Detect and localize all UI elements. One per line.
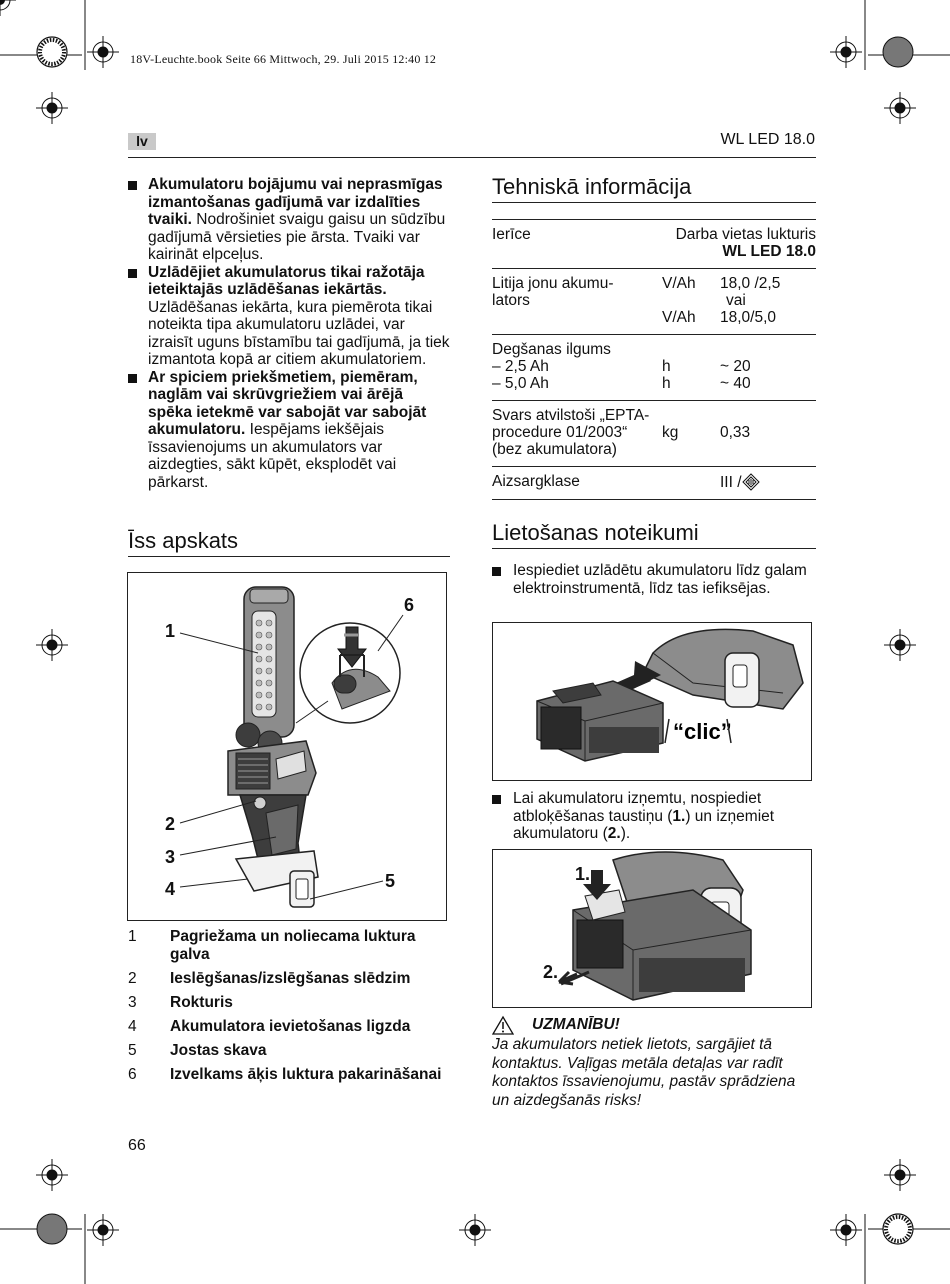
usage2-text: ). xyxy=(620,825,631,842)
warning-triangle-icon xyxy=(492,1015,514,1035)
legend-number: 6 xyxy=(128,1065,137,1083)
spec-value: III / xyxy=(720,473,742,491)
legend-item xyxy=(128,970,450,988)
legend-text: Rokturis xyxy=(170,993,233,1011)
step-2-label: 2. xyxy=(543,962,559,982)
warning-bold: Ar spiciem priekšmetiem, piemēram, naglām vai skrūvgriežiem vai ārējā spēka ietekmē var sabojāt var sabojāt akumulatoru. xyxy=(148,368,427,438)
overview-figure xyxy=(127,572,447,921)
spec-label: Aizsargklase xyxy=(492,473,580,490)
spec-value: 18,0 /2,5 xyxy=(720,275,781,292)
list-item xyxy=(128,176,450,264)
legend-text: Pagriežama un noliecama luktura galva xyxy=(170,928,416,963)
spec-unit: V/Ah xyxy=(662,309,696,326)
warning-text: Ja akumulators netiek lietots, sargājiet tā kontaktus. Vaļīgas metāla detaļas var radīt kontaktos īssavienojumu, pastāv sprādziena un aizdegšanās risks! xyxy=(492,1036,796,1109)
device-model: WL LED 18.0 xyxy=(722,243,816,260)
legend-item xyxy=(128,994,450,1012)
spec-label: – 5,0 Ah xyxy=(492,375,549,392)
list-item xyxy=(492,790,816,843)
spec-unit: h xyxy=(662,375,671,392)
legend-item xyxy=(128,1066,450,1084)
legend-number: 4 xyxy=(128,1017,137,1035)
usage2-text: ) un izņemiet akumulatoru ( xyxy=(513,807,775,842)
spec-value: ~ 40 xyxy=(720,375,751,392)
spec-label: Ierīce xyxy=(492,226,531,243)
spec-unit: h xyxy=(662,358,671,375)
spec-label: (bez akumulatora) xyxy=(492,441,617,458)
spec-row-burn-time xyxy=(492,335,816,401)
tech-info-heading: Tehniskā informācija xyxy=(492,174,816,203)
legend-text: Akumulatora ievietošanas ligzda xyxy=(170,1017,411,1035)
header-divider xyxy=(128,157,816,158)
remove-battery-figure xyxy=(492,849,812,1008)
warning-text: Iespējams iekšējais īssavienojums un akumulators var aizdegties, sākt kūpēt, eksplodēt vai pārkarst. xyxy=(148,421,397,491)
warning-text: Uzlādēšanas iekārta, kura piemērota tikai noteikta tipa akumulatoru uzlādei, var izraisīt uguns bīstamību tai gadījumā, ja tiek izmantota kopā ar citiem akumulatoriem. xyxy=(148,298,450,368)
spec-value: 0,33 xyxy=(720,424,751,441)
spec-value: ~ 20 xyxy=(720,358,751,375)
spec-row-device xyxy=(492,220,816,269)
legend-item xyxy=(128,1018,450,1036)
usage2-text: Lai akumulatoru izņemtu, nospiediet atbloķēšanas taustiņu ( xyxy=(513,790,762,825)
protection-class-iii-icon xyxy=(742,473,760,491)
safety-warnings-list xyxy=(128,176,450,491)
usage2-step2: 2. xyxy=(607,825,621,842)
spec-label: procedure 01/2003“ xyxy=(492,424,628,441)
remove-battery-illustration xyxy=(493,850,811,1007)
callout-2: 2 xyxy=(165,814,176,834)
usage2-step1: 1. xyxy=(672,807,686,825)
callout-6: 6 xyxy=(404,595,415,615)
work-light-illustration xyxy=(128,573,446,920)
spec-label: lators xyxy=(492,292,530,309)
legend-number: 1 xyxy=(128,928,137,945)
insert-battery-figure xyxy=(492,622,812,781)
legend-number: 3 xyxy=(128,993,137,1011)
usage-list-1 xyxy=(492,562,816,597)
spec-device-value xyxy=(662,226,816,260)
spec-label: Litija jonu akumu- xyxy=(492,275,614,292)
spec-row-weight xyxy=(492,401,816,467)
legend-text: Izvelkams āķis luktura pakarināšanai xyxy=(170,1065,442,1083)
spec-unit: kg xyxy=(662,424,679,441)
legend-item xyxy=(128,1042,450,1060)
callout-3: 3 xyxy=(165,847,176,867)
warning-text: Nodrošiniet svaigu gaisu un sūdzību gadījumā vērsieties pie ārsta. Tvaiki var kairināt elpceļus. xyxy=(148,211,446,263)
legend-item xyxy=(128,928,450,963)
clic-label: “clic” xyxy=(673,719,732,744)
spec-table xyxy=(492,219,816,500)
spec-label: Degšanas ilgums xyxy=(492,341,611,358)
warning-bold: Akumulatoru bojājumu vai neprasmīgas izmantošanas gadījumā var izdalīties tvaiki. xyxy=(148,176,443,228)
step-1-label: 1. xyxy=(575,864,591,884)
callout-4: 4 xyxy=(165,879,176,899)
device-type: Darba vietas lukturis xyxy=(675,226,816,243)
print-info: 18V-Leuchte.book Seite 66 Mittwoch, 29. Juli 2015 12:40 12 xyxy=(130,52,437,66)
warning-title: UZMANĪBU! xyxy=(532,1015,620,1033)
spec-value: vai xyxy=(726,292,746,309)
spec-label: Svars atvilstoši „EPTA- xyxy=(492,407,650,424)
callout-5: 5 xyxy=(385,871,396,891)
language-label: lv xyxy=(128,133,156,150)
usage-list-2 xyxy=(492,790,816,843)
callout-1: 1 xyxy=(165,621,176,641)
list-item: Iespiediet uzlādētu akumulatoru līdz galam elektroinstrumentā, līdz tas iefiksējas. xyxy=(492,562,816,597)
spec-value: 18,0/5,0 xyxy=(720,309,777,326)
warning-bold: Uzlādējiet akumulatorus tikai ražotāja ieteiktajās uzlādēšanas iekārtās. xyxy=(148,263,425,298)
figure-legend xyxy=(128,928,450,1090)
spec-unit: V/Ah xyxy=(662,275,696,292)
spec-row-protection xyxy=(492,467,816,500)
legend-text: Ieslēgšanas/izslēgšanas slēdzim xyxy=(170,969,411,987)
warning-block xyxy=(492,1015,816,1110)
page-number: 66 xyxy=(128,1137,146,1154)
legend-number: 5 xyxy=(128,1041,137,1059)
list-item xyxy=(128,369,450,492)
insert-battery-illustration xyxy=(493,623,811,780)
spec-label: – 2,5 Ah xyxy=(492,358,549,375)
overview-heading: Īss apskats xyxy=(128,528,450,557)
spec-row-battery xyxy=(492,269,816,335)
list-item xyxy=(128,264,450,369)
legend-text: Jostas skava xyxy=(170,1041,267,1059)
legend-number: 2 xyxy=(128,969,137,987)
model-name: WL LED 18.0 xyxy=(720,131,815,148)
usage-heading: Lietošanas noteikumi xyxy=(492,520,816,549)
